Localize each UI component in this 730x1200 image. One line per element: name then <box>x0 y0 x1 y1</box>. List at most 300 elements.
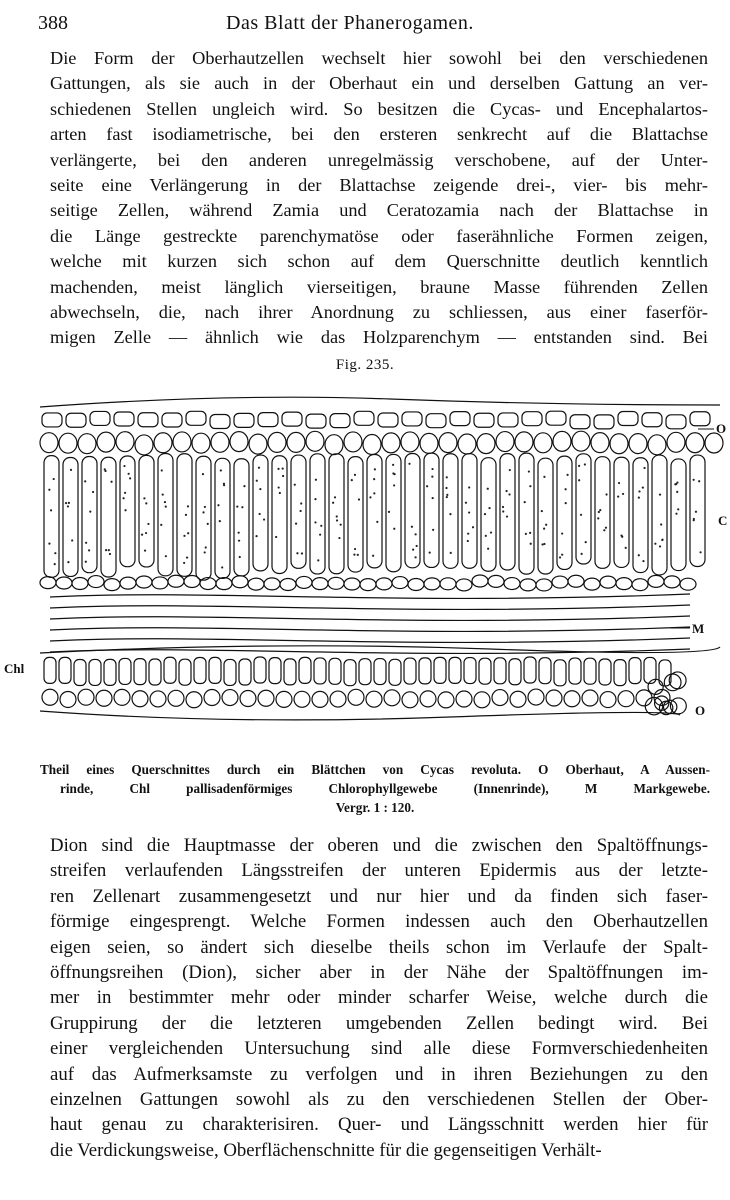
chloroplast-dot <box>255 535 257 537</box>
lower-epidermis-cell <box>150 691 166 707</box>
chloroplast-dot <box>505 490 507 492</box>
epidermis-cell <box>666 415 686 429</box>
lower-epidermis-cell <box>366 691 382 707</box>
hypodermis-cell <box>306 431 324 451</box>
lower-epidermis-cell <box>618 691 634 707</box>
epidermis-cell <box>306 414 326 428</box>
lower-chl-cell <box>104 659 116 685</box>
fiber-line <box>50 605 690 609</box>
hypodermis-cell <box>439 433 457 453</box>
lower-chl-cell <box>359 659 371 685</box>
chloroplast-dot <box>263 518 265 520</box>
chloroplast-dot <box>392 464 394 466</box>
spongy-cell <box>152 577 168 589</box>
spongy-cell <box>472 575 488 587</box>
text-line: ren Zellenart zusammengesetzt und nur hier und da finden sich faser- <box>50 885 708 907</box>
text-line: haut genau zu charakterisiren. Quer- und Längsschnitt werden hier für <box>50 1114 708 1136</box>
hypodermis-cell <box>249 434 267 454</box>
chloroplast-dot <box>294 484 296 486</box>
lower-epidermis-cell <box>132 691 148 707</box>
text-line: einer vergleichenden Untersuchung sind alle diese Formverschiedenheiten <box>50 1038 708 1060</box>
chloroplast-dot <box>70 469 72 471</box>
chloroplast-dot <box>161 469 163 471</box>
text-line: einzelnen Gattungen sowohl als zu den verschiedenen Stellen der Ober- <box>50 1088 708 1110</box>
chloroplast-dot <box>358 498 360 500</box>
palisade-cell <box>63 457 78 576</box>
lower-epidermis-cell <box>492 690 508 706</box>
palisade-cell <box>44 456 59 578</box>
hypodermis-cell <box>135 435 153 455</box>
chloroplast-dot <box>104 468 106 470</box>
spongy-cell <box>648 575 664 587</box>
lower-chl-cell <box>494 658 506 684</box>
lower-chl-cell <box>464 658 476 684</box>
epidermis-cell <box>186 411 206 425</box>
hypodermis-cell <box>382 433 400 453</box>
lower-epidermis-cell <box>222 690 238 706</box>
chloroplast-dot <box>238 532 240 534</box>
chloroplast-dot <box>659 493 661 495</box>
paragraph-2 <box>50 833 708 1163</box>
chloroplast-dot <box>338 537 340 539</box>
chloroplast-dot <box>618 482 620 484</box>
epidermis-cell <box>450 412 470 426</box>
chloroplast-dot <box>354 548 356 550</box>
epidermis-cell <box>522 412 542 426</box>
text-line: schiedenen Stellen ungleich wird. So besitzen die Cycas- und Encephalartos- <box>50 98 708 119</box>
chloroplast-dot <box>202 511 204 513</box>
spongy-cell <box>616 578 632 590</box>
stoma-cell <box>664 674 681 691</box>
lower-epidermis-cell <box>456 691 472 707</box>
chloroplast-dot <box>357 554 359 556</box>
chloroplast-dot <box>543 528 545 530</box>
chloroplast-dot <box>315 479 317 481</box>
lower-chl-cell <box>164 657 176 683</box>
spongy-cell <box>376 578 392 590</box>
chloroplast-dot <box>581 553 583 555</box>
chloroplast-dot <box>48 543 50 545</box>
lower-epidermis-cell <box>186 692 202 708</box>
chloroplast-dot <box>617 495 619 497</box>
palisade-cell <box>538 458 553 574</box>
lower-chl-cell <box>584 658 596 684</box>
lower-epidermis-cell <box>348 689 364 705</box>
palisade-cell <box>424 453 439 567</box>
chloroplast-dot <box>54 552 56 554</box>
lower-chl-cell <box>59 657 71 683</box>
chloroplast-dot <box>128 473 130 475</box>
text-line: Gattungen, als sie auch in der Oberhaut ein und derselben Gattung an ver- <box>50 73 708 94</box>
chloroplast-dot <box>643 467 645 469</box>
chloroplast-dot <box>300 502 302 504</box>
lower-epidermis-cell <box>528 689 544 705</box>
chloroplast-dot <box>88 549 90 551</box>
epidermis-cell <box>474 413 494 427</box>
chloroplast-dot <box>259 513 261 515</box>
chloroplast-dot <box>487 488 489 490</box>
palisade-cell <box>595 457 610 569</box>
chloroplast-dot <box>488 507 490 509</box>
fiber-line <box>50 649 690 653</box>
hypodermis-cell <box>477 434 495 454</box>
lower-chl-cell <box>329 658 341 684</box>
chloroplast-dot <box>429 552 431 554</box>
spongy-cell <box>680 578 696 590</box>
chloroplast-dot <box>431 468 433 470</box>
lower-chl-cell <box>209 657 221 683</box>
chloroplast-dot <box>236 505 238 507</box>
chloroplast-dot <box>144 549 146 551</box>
hypodermis-cell <box>230 432 248 452</box>
text-line: mer in bestimmter mehr oder minder scharfer Weise, welche durch die <box>50 987 708 1009</box>
chloroplast-dot <box>414 556 416 558</box>
text-line: verlängerte, bei den anderen unregelmässig verschobene, auf der Unter- <box>50 149 708 170</box>
chloroplast-dot <box>185 514 187 516</box>
hypodermis-cell <box>534 433 552 453</box>
chloroplast-dot <box>110 481 112 483</box>
epidermis-cell <box>258 413 278 427</box>
hypodermis-cell <box>287 432 305 452</box>
chloroplast-dot <box>677 508 679 510</box>
spongy-cell <box>488 575 504 587</box>
chloroplast-dot <box>490 531 492 533</box>
chloroplast-dot <box>319 534 321 536</box>
chloroplast-dot <box>282 467 284 469</box>
palisade-cell <box>139 455 154 567</box>
hypodermis-cell <box>192 433 210 453</box>
palisade-cell <box>310 454 325 574</box>
chloroplast-dot <box>638 497 640 499</box>
chloroplast-dot <box>530 543 532 545</box>
hypodermis-cell <box>173 432 191 452</box>
palisade-cell <box>272 456 287 574</box>
lower-chl-cell <box>224 659 236 685</box>
palisade-cell <box>462 454 477 569</box>
spongy-cell <box>392 577 408 589</box>
chloroplast-dot <box>561 532 563 534</box>
chloroplast-dot <box>621 536 623 538</box>
epidermis-cell <box>546 411 566 425</box>
chloroplast-dot <box>660 523 662 525</box>
epidermis-cell <box>114 412 134 426</box>
chloroplast-dot <box>183 535 185 537</box>
chloroplast-dot <box>165 555 167 557</box>
chloroplast-dot <box>565 488 567 490</box>
chloroplast-dot <box>332 502 334 504</box>
palisade-cell <box>633 458 648 573</box>
lower-epidermis-cell <box>420 691 436 707</box>
spongy-cell <box>456 579 472 591</box>
chloroplast-dot <box>164 501 166 503</box>
chloroplast-dot <box>92 491 94 493</box>
palisade-cell <box>519 453 534 574</box>
running-head: Das Blatt der Phanerogamen. <box>226 12 474 34</box>
text-line: auf das Aufmerksamste zu verfolgen und in ihren Beziehungen zu den <box>50 1063 708 1085</box>
chloroplast-dot <box>122 497 124 499</box>
text-line: Gruppirung der die letzteren umgebenden Zellen bedingt wird. Bei <box>50 1012 708 1034</box>
chloroplast-dot <box>541 543 543 545</box>
epidermis-cell <box>618 411 638 425</box>
lower-chl-cell <box>269 658 281 684</box>
hypodermis-cell <box>59 433 77 453</box>
chloroplast-dot <box>661 539 663 541</box>
lower-chl-cell <box>194 657 206 683</box>
spongy-cell <box>168 575 184 587</box>
lower-epidermis-cell <box>330 691 346 707</box>
lower-epidermis-cell <box>510 691 526 707</box>
hypodermis-cell <box>97 432 115 452</box>
chloroplast-dot <box>85 561 87 563</box>
chloroplast-dot <box>123 465 125 467</box>
chloroplast-dot <box>388 511 390 513</box>
caption-line: rinde, Chl pallisadenförmiges Chlorophyllgewebe (Innenrinde), M Markgewebe. <box>60 781 710 796</box>
label-aussenrinde: C <box>718 513 728 528</box>
chloroplast-dot <box>53 478 55 480</box>
chloroplast-dot <box>54 563 56 565</box>
lower-epidermis-cell <box>564 691 580 707</box>
chloroplast-dot <box>412 549 414 551</box>
lower-chl-cell <box>479 658 491 684</box>
chloroplast-dot <box>408 463 410 465</box>
chloroplast-dot <box>108 549 110 551</box>
palisade-cell <box>234 459 249 576</box>
label-chlorophyll: Chl <box>4 661 25 676</box>
chloroplast-dot <box>186 556 188 558</box>
epidermis-cell <box>42 413 62 427</box>
epidermis-cell <box>210 415 230 429</box>
chloroplast-dot <box>449 513 451 515</box>
spongy-cell <box>248 578 264 590</box>
chloroplast-dot <box>67 505 69 507</box>
chloroplast-dot <box>659 545 661 547</box>
lower-chl-cell <box>434 657 446 683</box>
hypodermis-cell <box>458 434 476 454</box>
chloroplast-dot <box>320 525 322 527</box>
chloroplast-dot <box>543 543 545 545</box>
chloroplast-dot <box>393 473 395 475</box>
spongy-cell <box>408 578 424 590</box>
chloroplast-dot <box>543 476 545 478</box>
page-number: 388 <box>38 12 68 34</box>
lower-chl-cell <box>344 660 356 686</box>
chloroplast-dot <box>258 467 260 469</box>
chloroplast-dot <box>599 509 601 511</box>
chloroplast-dot <box>301 552 303 554</box>
chloroplast-dot <box>238 540 240 542</box>
spongy-cell <box>440 578 456 590</box>
lower-epidermis-cell <box>402 692 418 708</box>
lower-epidermis-cell <box>168 690 184 706</box>
spongy-cell <box>56 577 72 589</box>
spongy-cell <box>40 577 56 589</box>
chloroplast-dot <box>638 490 640 492</box>
lower-epidermis-cell <box>312 691 328 707</box>
chloroplast-dot <box>446 496 448 498</box>
spongy-cell <box>264 578 280 590</box>
spongy-cell <box>600 576 616 588</box>
text-line: Dion sind die Hauptmasse der oberen und die zwischen den Spaltöffnungs- <box>50 835 708 856</box>
epidermis-outline <box>40 397 720 407</box>
chloroplast-dot <box>393 528 395 530</box>
chloroplast-dot <box>487 548 489 550</box>
chloroplast-dot <box>699 551 701 553</box>
chloroplast-dot <box>525 533 527 535</box>
chloroplast-dot <box>239 556 241 558</box>
spongy-cell <box>536 579 552 591</box>
epidermis-cell <box>66 413 86 427</box>
chloroplast-dot <box>204 506 206 508</box>
chloroplast-dot <box>282 475 284 477</box>
text-line: abwechseln, die, nach ihrer Anordnung zu schliessen, aus einer faserför- <box>50 301 708 322</box>
text-line: arten fast isodiametrische, bei den ersteren senkrecht auf die Blattachse <box>50 124 708 145</box>
lower-epidermis-cell <box>438 692 454 708</box>
chloroplast-dot <box>334 496 336 498</box>
lower-chl-cell <box>119 658 131 684</box>
chloroplast-dot <box>336 515 338 517</box>
lower-epidermis-cell <box>42 689 58 705</box>
chloroplast-dot <box>468 486 470 488</box>
lower-epidermis-cell <box>582 690 598 706</box>
spongy-cell <box>360 579 376 591</box>
chloroplast-dot <box>446 476 448 478</box>
chloroplast-dot <box>48 489 50 491</box>
lower-chl-cell <box>74 660 86 686</box>
figure-caption <box>40 760 710 817</box>
label-oberhaut-bottom: O <box>695 703 706 718</box>
chloroplast-dot <box>565 502 567 504</box>
epidermis-cell <box>138 413 158 427</box>
chloroplast-dot <box>256 480 258 482</box>
spongy-cell <box>504 578 520 590</box>
chloroplast-dot <box>529 485 531 487</box>
text-line: seite eine Verlängerung in der Blattachse zeigende drei-, vier- bis mehr- <box>50 174 708 195</box>
text-line: die Verdickungsweise, Oberflächenschnitte für die gegenseitigen Verhält- <box>50 1139 602 1161</box>
chloroplast-dot <box>674 483 676 485</box>
chloroplast-dot <box>241 506 243 508</box>
spongy-cell <box>344 578 360 590</box>
text-line: eigen seien, so ändert sich dieselbe theils schon im Verlaufe der Spalt- <box>50 936 708 958</box>
chloroplast-dot <box>71 539 73 541</box>
chloroplast-dot <box>642 560 644 562</box>
spongy-cell <box>520 579 536 591</box>
chloroplast-dot <box>506 515 508 517</box>
palisade-cell <box>253 455 268 571</box>
epidermis-cell <box>570 415 590 429</box>
spongy-cell <box>568 575 584 587</box>
palisade-cell <box>101 457 116 577</box>
chloroplast-dot <box>68 502 70 504</box>
chloroplast-dot <box>468 511 470 513</box>
lower-chl-cell <box>179 659 191 685</box>
chloroplast-dot <box>219 520 221 522</box>
hypodermis-cell <box>572 431 590 451</box>
chloroplast-dot <box>259 488 261 490</box>
chloroplast-dot <box>373 492 375 494</box>
chloroplast-dot <box>243 485 245 487</box>
chloroplast-dot <box>465 502 467 504</box>
palisade-cell <box>481 458 496 572</box>
lower-chl-cell <box>389 659 401 685</box>
fiber-line <box>50 627 690 631</box>
spongy-cell <box>664 576 680 588</box>
lower-epidermis-cell <box>204 690 220 706</box>
chloroplast-dot <box>467 540 469 542</box>
lower-chl-cell <box>239 659 251 685</box>
spongy-cell <box>216 578 232 590</box>
epidermis-cell <box>162 413 182 427</box>
chloroplast-dot <box>314 498 316 500</box>
chloroplast-dot <box>353 554 355 556</box>
palisade-cell <box>576 454 591 564</box>
chloroplast-dot <box>145 502 147 504</box>
chloroplast-dot <box>528 470 530 472</box>
chloroplast-dot <box>509 469 511 471</box>
label-oberhaut-top: O <box>716 421 727 436</box>
chloroplast-dot <box>566 474 568 476</box>
chloroplast-dot <box>598 511 600 513</box>
palisade-cell <box>82 457 97 573</box>
spongy-cell <box>312 578 328 590</box>
spongy-cell <box>296 576 312 588</box>
spongy-cell <box>280 578 296 590</box>
chloroplast-dot <box>561 554 563 556</box>
chloroplast-dot <box>183 562 185 564</box>
chloroplast-dot <box>84 480 86 482</box>
chloroplast-dot <box>432 497 434 499</box>
chloroplast-dot <box>654 543 656 545</box>
lower-epidermis-cell <box>546 690 562 706</box>
spongy-cell <box>232 576 248 588</box>
chloroplast-dot <box>105 549 107 551</box>
chloroplast-dot <box>524 501 526 503</box>
chloroplast-dot <box>605 527 607 529</box>
chloroplast-dot <box>275 536 277 538</box>
epidermis-cell <box>690 412 710 426</box>
chloroplast-dot <box>445 487 447 489</box>
chloroplast-dot <box>202 473 204 475</box>
palisade-cell <box>652 455 667 575</box>
chloroplast-dot <box>695 511 697 513</box>
lower-chl-cell <box>299 657 311 683</box>
chloroplast-dot <box>559 556 561 558</box>
text-line: streifen verlaufenden Längsstreifen der unteren Epidermis aus der letzte- <box>50 860 708 882</box>
chloroplast-dot <box>642 486 644 488</box>
chloroplast-dot <box>336 519 338 521</box>
chloroplast-dot <box>207 523 209 525</box>
palisade-cell <box>215 458 230 578</box>
epidermis-cell <box>330 414 350 428</box>
lower-epidermis-cell <box>474 692 490 708</box>
chloroplast-dot <box>467 533 469 535</box>
caption-line: Theil eines Querschnittes durch ein Blättchen von Cycas revoluta. O Oberhaut, A Aussen- <box>40 762 710 777</box>
label-markgewebe: M <box>692 621 705 636</box>
chloroplast-dot <box>578 465 580 467</box>
text-line: öffnungsreihen (Dion), sicher aber in der Nähe der Spaltöffnungen im- <box>50 961 708 983</box>
chloroplast-dot <box>351 479 353 481</box>
chloroplast-dot <box>369 496 371 498</box>
chloroplast-dot <box>374 468 376 470</box>
epidermis-cell <box>426 414 446 428</box>
chloroplast-dot <box>85 542 87 544</box>
caption-line: Vergr. 1 : 120. <box>335 800 415 815</box>
lower-epidermis-cell <box>384 690 400 706</box>
chloroplast-dot <box>295 523 297 525</box>
lower-chl-cell <box>419 658 431 684</box>
epidermis-cell <box>354 411 374 425</box>
palisade-cell <box>443 454 458 569</box>
chloroplast-dot <box>187 505 189 507</box>
